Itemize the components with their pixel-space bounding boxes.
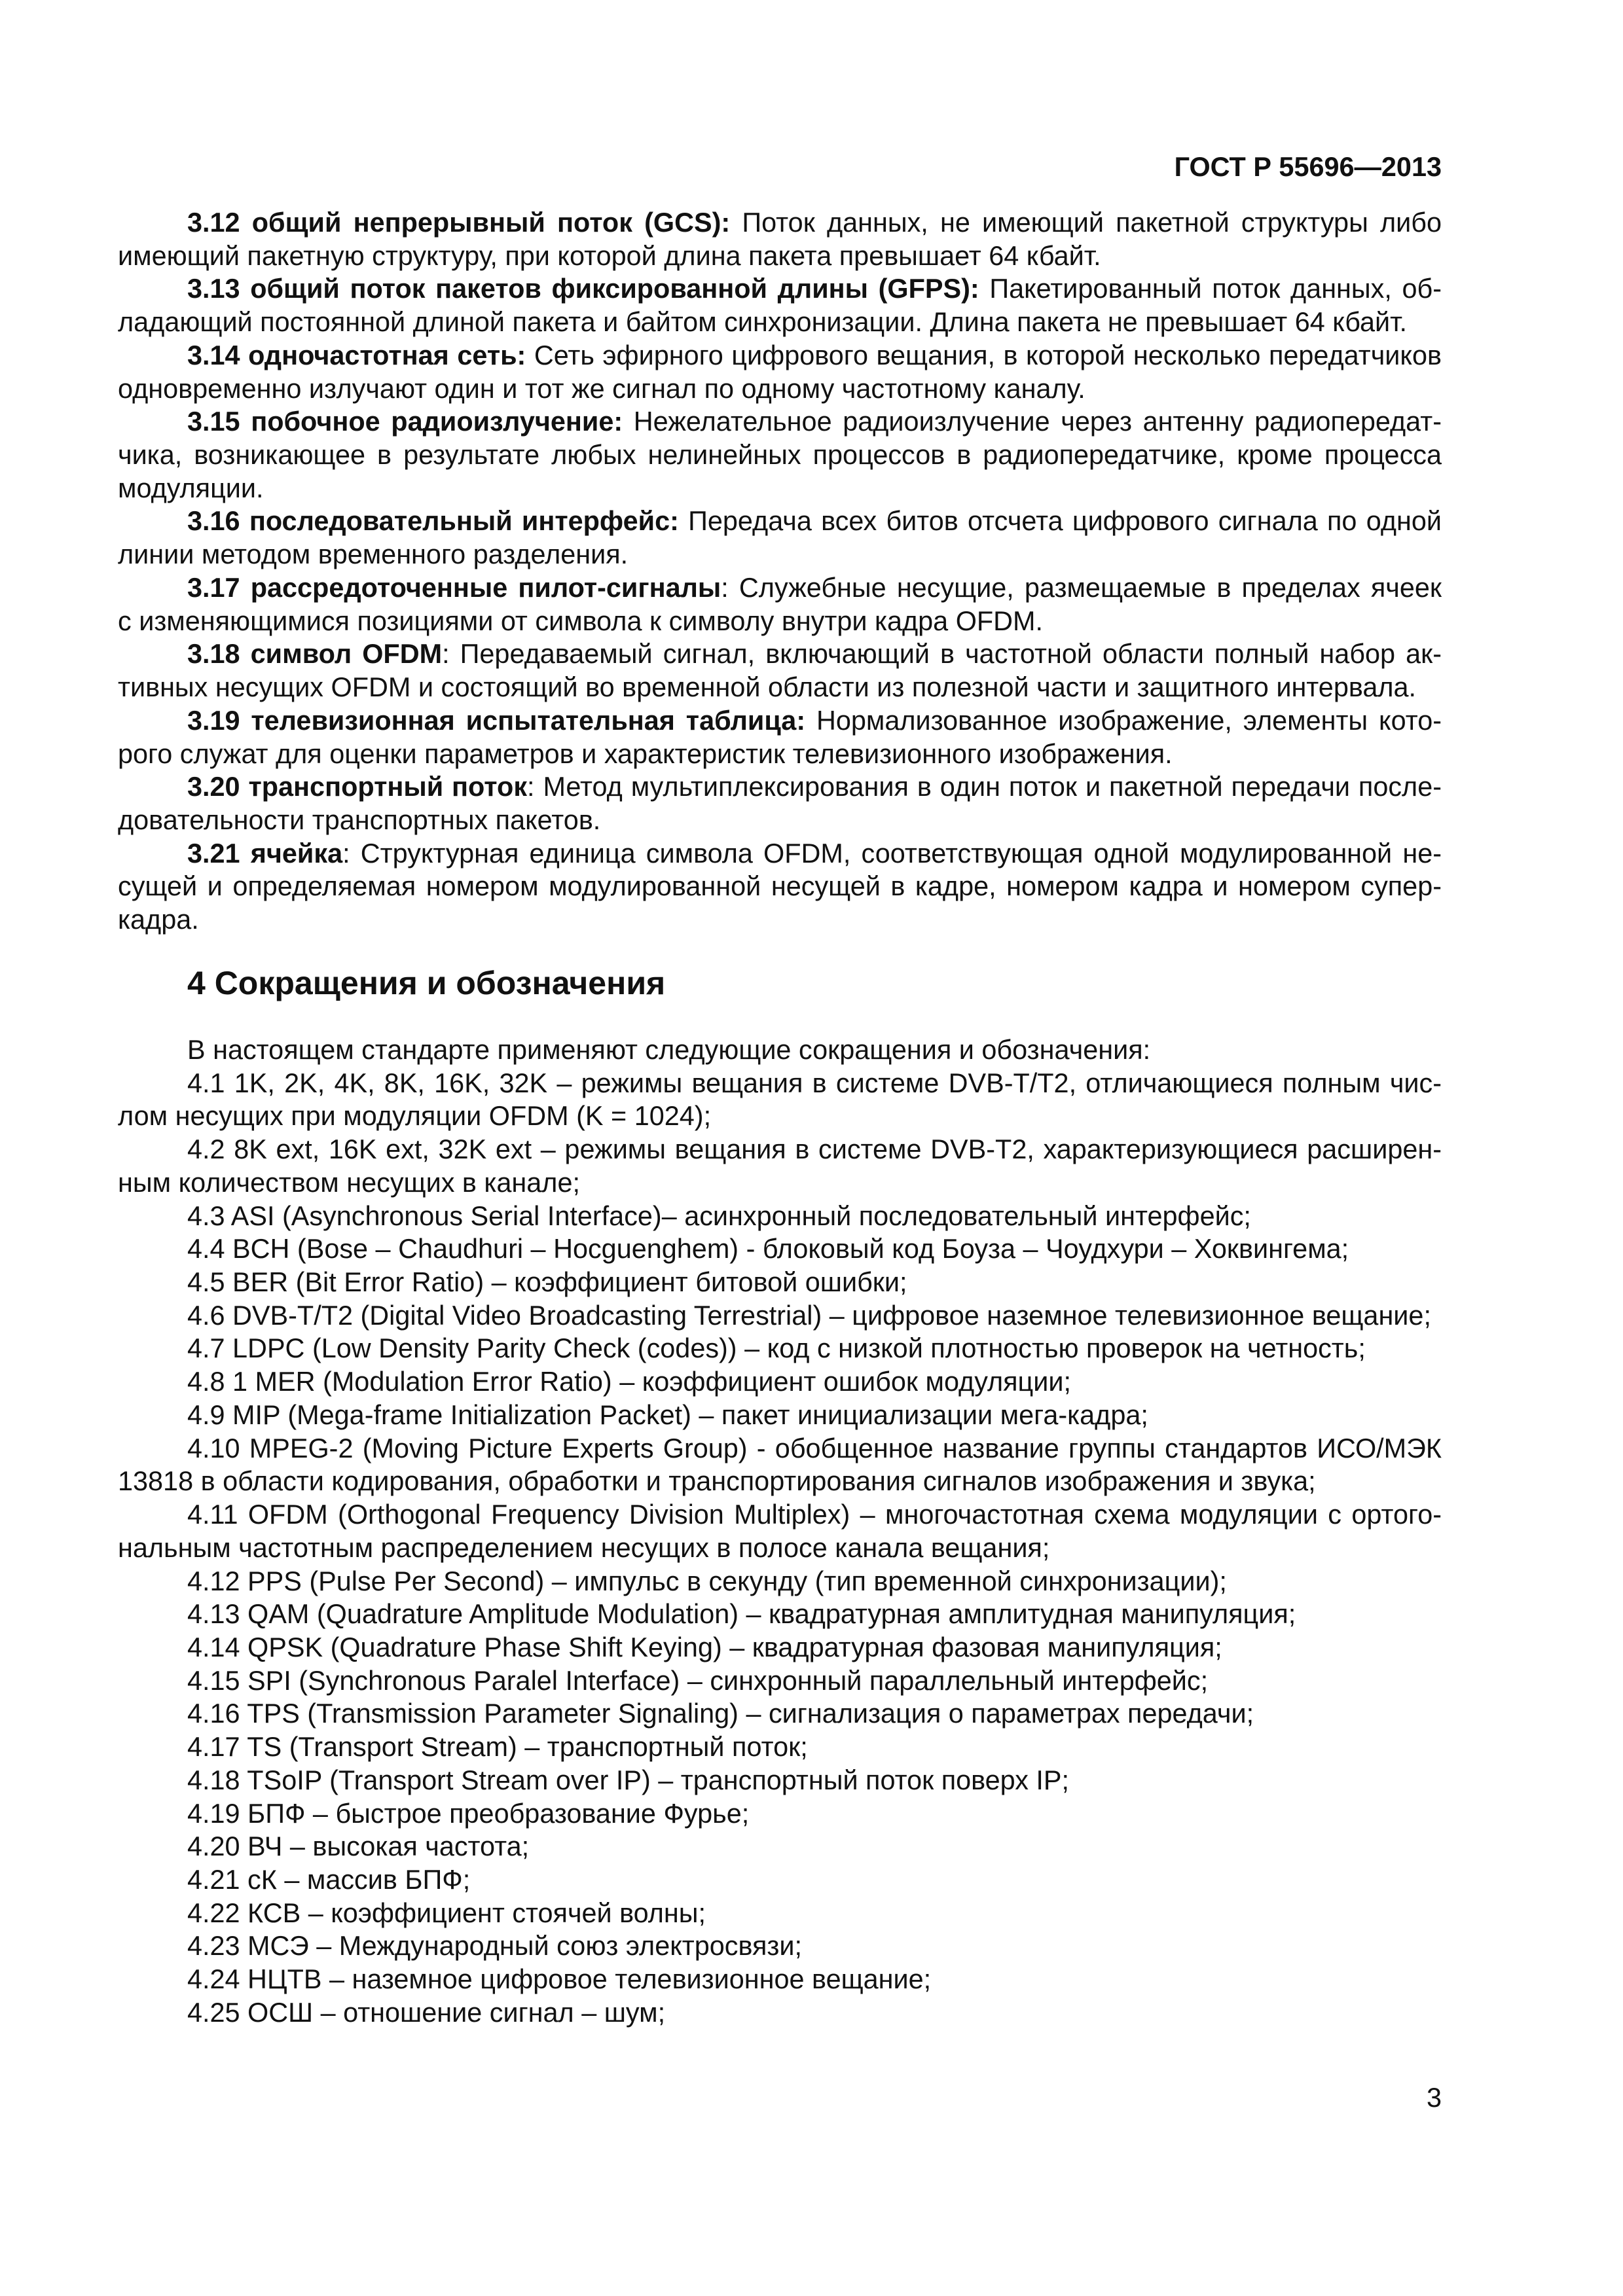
definition-term: 3.13 общий поток пакетов фиксированной длины (GFPS): — [187, 274, 979, 304]
definition-first-line — [118, 206, 1442, 240]
abbreviation-line: 4.15 SPI (Synchronous Paralel Interface) – синхронный параллельный интерфейс; — [187, 1665, 1209, 1696]
definition-item — [118, 571, 1442, 637]
abbreviation-line: 4.11 OFDM (Orthogonal Frequency Division Multiplex) – многочастотная схема модуляции с ортого- — [187, 1499, 1442, 1530]
definition-first-line — [118, 637, 1442, 671]
page-number: 3 — [1426, 2083, 1442, 2113]
abbreviation-item — [118, 1863, 1442, 1897]
abbreviation-item — [118, 1133, 1442, 1199]
abbreviation-line: 4.25 ОСШ – отношение сигнал – шум; — [187, 1997, 666, 2028]
definition-text: : Структурная единица символа OFDM, соответствующая одной модулированной не- — [342, 838, 1442, 869]
definition-text: Сеть эфирного цифрового вещания, в которой несколько передатчиков — [526, 340, 1442, 370]
abbreviation-line: нальным частотным распределением несущих в полосе канала вещания; — [118, 1532, 1050, 1563]
abbreviation-item — [118, 1598, 1442, 1631]
abbreviation-line: 4.5 BER (Bit Error Ratio) – коэффициент битовой ошибки; — [187, 1267, 907, 1298]
definition-item — [118, 637, 1442, 704]
definition-first-line — [118, 770, 1442, 804]
definition-term: 3.16 последовательный интерфейс: — [187, 506, 679, 537]
abbreviation-line: 4.23 МСЭ – Международный союз электросвязи; — [187, 1931, 803, 1962]
abbreviations-section — [118, 1033, 1442, 2030]
definition-item — [118, 206, 1442, 272]
definition-text: : Метод мультиплексирования в один поток и пакетной передачи после- — [527, 772, 1442, 802]
abbreviation-item — [118, 1365, 1442, 1399]
abbreviation-line: 4.9 MIP (Mega-frame Initialization Packet) – пакет инициализации мега-кадра; — [187, 1399, 1148, 1430]
definition-first-line — [118, 571, 1442, 605]
abbreviation-line: 4.10 MPEG-2 (Moving Picture Experts Group) - обобщенное название группы стандартов ИСО/МЭК — [187, 1433, 1442, 1463]
definition-text-line: линии методом временного разделения. — [118, 539, 629, 570]
definition-item — [118, 770, 1442, 836]
abbreviation-item — [118, 1332, 1442, 1365]
abbreviation-item — [118, 1897, 1442, 1930]
abbreviation-item — [118, 1200, 1442, 1233]
abbreviation-item — [118, 1830, 1442, 1863]
definition-term: 3.17 рассредоточенные пилот-сигналы — [187, 572, 721, 603]
definition-text: Передача всех битов отсчета цифрового сигнала по одной — [678, 506, 1442, 537]
abbreviation-line: 4.12 PPS (Pulse Per Second) – импульс в секунду (тип временной синхронизации); — [187, 1566, 1227, 1596]
abbreviation-line: 4.22 КСВ – коэффициент стоячей волны; — [187, 1897, 706, 1928]
definition-item — [118, 272, 1442, 338]
abbreviation-line: 4.6 DVB-T/T2 (Digital Video Broadcasting Terrestrial) – цифровое наземное телевизионное вещание; — [187, 1300, 1431, 1331]
definition-text-line: одновременно излучают один и тот же сигнал по одному частотному каналу. — [118, 373, 1085, 404]
definition-term: 3.21 ячейка — [187, 838, 343, 869]
definition-text: Пакетированный поток данных, об- — [979, 274, 1442, 304]
definition-term: 3.20 транспортный поток — [187, 772, 528, 802]
definition-text-line: тивных несущих OFDM и состоящий во временной области из полезной части и защитного интервала. — [118, 672, 1417, 703]
definition-first-line — [118, 837, 1442, 870]
standard-code: ГОСТ Р 55696—2013 — [1174, 152, 1442, 182]
definition-item — [118, 837, 1442, 937]
abbreviation-item — [118, 1797, 1442, 1831]
definition-term: 3.15 побочное радиоизлучение: — [187, 406, 623, 437]
definition-first-line — [118, 339, 1442, 372]
abbreviation-line: ным количеством несущих в канале; — [118, 1167, 580, 1198]
abbreviation-item — [118, 1664, 1442, 1698]
definition-text-line: кадра. — [118, 905, 199, 935]
terms-section — [118, 206, 1442, 937]
abbreviation-item — [118, 1929, 1442, 1963]
abbreviation-line: 13818 в области кодирования, обработки и транспортирования сигналов изображения и звука; — [118, 1466, 1316, 1497]
definition-text-line: имеющий пакетную структуру, при которой длина пакета превышает 64 кбайт. — [118, 240, 1101, 271]
abbreviation-line: 4.8 1 MER (Modulation Error Ratio) – коэффициент ошибок модуляции; — [187, 1367, 1072, 1397]
abbreviation-line: 4.18 TSoIP (Transport Stream over IP) – транспортный поток поверх IP; — [187, 1765, 1070, 1795]
abbreviation-line: 4.19 БПФ – быстрое преобразование Фурье; — [187, 1798, 750, 1829]
abbreviation-item — [118, 1697, 1442, 1731]
definition-term: 3.18 символ OFDM — [187, 639, 443, 670]
definition-text-line: чика, возникающее в результате любых нелинейных процессов в радиопередатчике, кроме процесса — [118, 440, 1442, 471]
definition-term: 3.12 общий непрерывный поток (GCS): — [187, 207, 731, 238]
definition-first-line — [118, 272, 1442, 306]
definition-text-line: довательности транспортных пакетов. — [118, 804, 601, 835]
abbreviation-item — [118, 1399, 1442, 1432]
abbreviation-line: 4.7 LDPC (Low Density Parity Check (codes)) – код с низкой плотностью проверок на четность; — [187, 1333, 1366, 1364]
definition-text-line: рого служат для оценки параметров и характеристик телевизионного изображения. — [118, 738, 1173, 769]
abbreviation-item — [118, 1731, 1442, 1764]
definition-item — [118, 339, 1442, 405]
abbreviation-item — [118, 1232, 1442, 1266]
abbreviation-item — [118, 1631, 1442, 1664]
abbreviation-line: 4.1 1K, 2K, 4K, 8K, 16K, 32K – режимы вещания в системе DVB-T/T2, отличающиеся полным чис- — [187, 1067, 1442, 1098]
definition-text: Поток данных, не имеющий пакетной структуры либо — [730, 207, 1442, 238]
definition-text: Нежелательное радиоизлучение через антенну радиопередат- — [623, 406, 1442, 437]
abbreviation-line: 4.2 8K ext, 16K ext, 32K ext – режимы вещания в системе DVB-T2, характеризующиеся расширен- — [187, 1134, 1442, 1165]
abbreviation-item — [118, 1432, 1442, 1498]
definition-text-line: сущей и определяемая номером модулированной несущей в кадре, номером кадра и номером супер- — [118, 871, 1442, 902]
definition-first-line — [118, 704, 1442, 738]
abbreviation-item — [118, 1299, 1442, 1333]
abbreviation-line: 4.3 ASI (Asynchronous Serial Interface)– асинхронный последовательный интерфейс; — [187, 1200, 1251, 1231]
abbreviation-line: 4.13 QAM (Quadrature Amplitude Modulation) – квадратурная амплитудная манипуляция; — [187, 1599, 1296, 1630]
definition-first-line — [118, 505, 1442, 538]
definition-item — [118, 505, 1442, 571]
abbreviation-line: 4.21 сК – массив БПФ; — [187, 1864, 471, 1895]
definition-text: : Служебные несущие, размещаемые в пределах ячеек — [721, 572, 1442, 603]
abbreviation-line: 4.4 BCH (Bose – Chaudhuri – Hocguenghem) - блоковый код Боуза – Чоудхури – Хоквингема; — [187, 1234, 1349, 1265]
section-intro: В настоящем стандарте применяют следующие сокращения и обозначения: — [187, 1035, 1151, 1065]
abbreviation-line: 4.17 TS (Transport Stream) – транспортный поток; — [187, 1732, 808, 1763]
abbreviation-line: 4.24 НЦТВ – наземное цифровое телевизионное вещание; — [187, 1964, 932, 1995]
definition-text-line: ладающий постоянной длиной пакета и байтом синхронизации. Длина пакета не превышает 64 кбайт. — [118, 307, 1408, 338]
abbreviation-item — [118, 1565, 1442, 1598]
abbreviation-line: 4.14 QPSK (Quadrature Phase Shift Keying) – квадратурная фазовая манипуляция; — [187, 1632, 1222, 1662]
section-heading: 4 Сокращения и обозначения — [187, 965, 666, 1001]
abbreviation-item — [118, 1266, 1442, 1299]
definition-term: 3.19 телевизионная испытательная таблица: — [187, 705, 806, 736]
abbreviation-line: 4.20 ВЧ – высокая частота; — [187, 1831, 530, 1862]
abbreviation-line: лом несущих при модуляции OFDM (K = 1024); — [118, 1101, 712, 1132]
definition-text: Нормализованное изображение, элементы кото- — [805, 705, 1442, 736]
abbreviation-item — [118, 1498, 1442, 1564]
definition-text-line: с изменяющимися позициями от символа к символу внутри кадра OFDM. — [118, 605, 1044, 636]
abbreviation-item — [118, 1963, 1442, 1996]
definition-first-line — [118, 405, 1442, 439]
definition-text: : Передаваемый сигнал, включающий в частотной области полный набор ак- — [442, 639, 1442, 670]
definition-text-line: модуляции. — [118, 473, 264, 503]
abbreviation-item — [118, 1996, 1442, 2030]
abbreviation-item — [118, 1067, 1442, 1133]
definition-item — [118, 704, 1442, 770]
definition-item — [118, 405, 1442, 505]
abbreviation-item — [118, 1764, 1442, 1797]
abbreviation-line: 4.16 TPS (Transmission Parameter Signaling) – сигнализация о параметрах передачи; — [187, 1698, 1254, 1729]
definition-term: 3.14 одночастотная сеть: — [187, 340, 526, 370]
